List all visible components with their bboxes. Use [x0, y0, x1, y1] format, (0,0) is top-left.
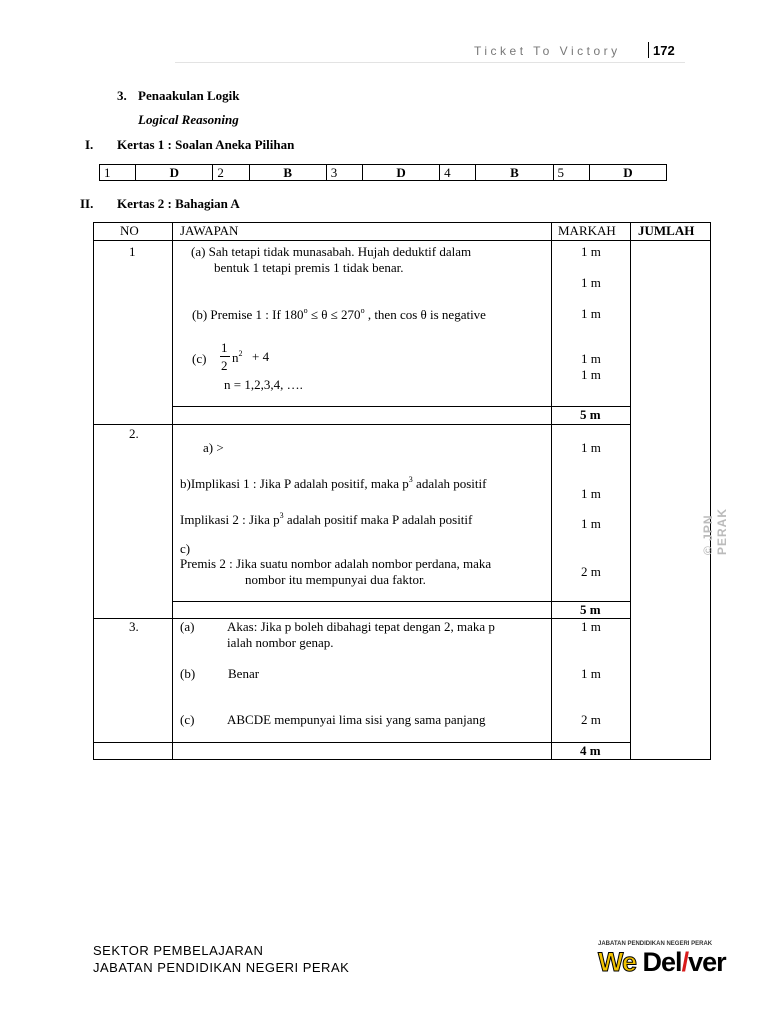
footer-line1: SEKTOR PEMBELAJARAN	[93, 943, 264, 958]
q2b-implication2: Implikasi 2 : Jika $p^3$ adalah positif maka P adalah positif	[180, 511, 473, 527]
q2c-line1: Premis 2 : Jika suatu nombor adalah nombor perdana, maka	[180, 556, 492, 571]
q3-total: 4 m	[580, 743, 601, 758]
q1c-plus: + 4	[252, 349, 270, 364]
header-separator	[648, 42, 649, 58]
header-jumlah: JUMLAH	[638, 223, 695, 238]
section-subtitle: Logical Reasoning	[138, 112, 239, 127]
section-number: 3.	[117, 88, 127, 103]
row-divider	[93, 742, 631, 743]
q3c-text: ABCDE mempunyai lima sisi yang sama panjang	[227, 712, 486, 727]
q3a-line2: ialah nombor genap.	[227, 635, 334, 650]
logo-caption: JABATAN PENDIDIKAN NEGERI PERAK	[598, 941, 713, 947]
q1c-n: $n^2$	[232, 349, 243, 365]
q2-mark: 1 m	[581, 516, 601, 531]
q1-mark: 1 m	[581, 367, 601, 382]
q3-mark: 1 m	[581, 666, 601, 681]
q2-mark: 1 m	[581, 440, 601, 455]
q2-number: 2.	[129, 426, 139, 441]
mcq-number: 3	[326, 165, 362, 181]
q3b-label: (b)	[180, 666, 196, 681]
q3b-text: Benar	[228, 666, 260, 681]
q1c-label: (c)	[192, 351, 207, 366]
q2-mark: 2 m	[581, 564, 601, 579]
mcq-number: 1	[100, 165, 136, 181]
part1-roman: I.	[85, 137, 94, 152]
q2a-text: a) >	[203, 440, 224, 455]
q1a-line2: bentuk 1 tetapi premis 1 tidak benar.	[214, 260, 404, 275]
page-number: 172	[653, 43, 675, 58]
mcq-answer: B	[249, 165, 326, 181]
q2-mark: 1 m	[581, 486, 601, 501]
q3-number: 3.	[129, 619, 139, 634]
mcq-answer: D	[136, 165, 213, 181]
q2c-label: c)	[180, 541, 191, 556]
header-jawapan: JAWAPAN	[180, 223, 239, 238]
q3c-label: (c)	[180, 712, 195, 727]
q1-total: 5 m	[580, 407, 601, 422]
q1-mark: 1 m	[581, 244, 601, 259]
row-divider	[172, 601, 631, 602]
header-no: NO	[120, 223, 139, 238]
q1-mark: 1 m	[581, 351, 601, 366]
header-markah: MARKAH	[558, 223, 616, 238]
q1-number: 1	[129, 244, 136, 259]
col-divider-markah	[630, 222, 631, 760]
q2c-line2: nombor itu mempunyai dua faktor.	[245, 572, 426, 587]
row-divider-header	[93, 240, 710, 241]
part1-title: Kertas 1 : Soalan Aneka Pilihan	[117, 137, 295, 152]
watermark: © JPN PERAK	[701, 507, 729, 555]
q1a-line1: (a) Sah tetapi tidak munasabah. Hujah deduktif dalam	[191, 244, 472, 259]
section-title: Penaakulan Logik	[138, 88, 240, 103]
row-divider	[93, 424, 631, 425]
mcq-answer: D	[363, 165, 440, 181]
mcq-number: 4	[440, 165, 476, 181]
part2-roman: II.	[80, 196, 94, 211]
q3-mark: 2 m	[581, 712, 601, 727]
q1-mark: 1 m	[581, 275, 601, 290]
q1b-text: (b) Premise 1 : If $180^o \le \theta \le 270^o$ , then cos θ is negative	[192, 306, 486, 322]
q3a-label: (a)	[180, 619, 195, 634]
col-divider-jawapan	[551, 222, 552, 760]
we-deliver-logo: We Del/ver	[598, 947, 726, 977]
footer-line2: JABATAN PENDIDIKAN NEGERI PERAK	[93, 960, 350, 975]
q3a-line1: Akas: Jika p boleh dibahagi tepat dengan 2, maka p	[227, 619, 495, 634]
q3-mark: 1 m	[581, 619, 601, 634]
mcq-answer: D	[589, 165, 666, 181]
row-divider	[172, 406, 631, 407]
mcq-number: 5	[553, 165, 589, 181]
q2-total: 5 m	[580, 602, 601, 617]
mcq-number: 2	[213, 165, 249, 181]
header-rule	[175, 62, 685, 63]
mcq-answer: B	[476, 165, 553, 181]
col-divider-no	[172, 222, 173, 760]
part2-title: Kertas 2 : Bahagian A	[117, 196, 240, 211]
running-header-title: Ticket To Victory	[474, 44, 621, 58]
mcq-answer-table	[99, 164, 667, 181]
q2b-implication1: b)Implikasi 1 : Jika P adalah positif, maka $p^3$ adalah positif	[180, 475, 487, 491]
q1-mark: 1 m	[581, 306, 601, 321]
q1c-domain: n = 1,2,3,4, ….	[224, 377, 303, 392]
